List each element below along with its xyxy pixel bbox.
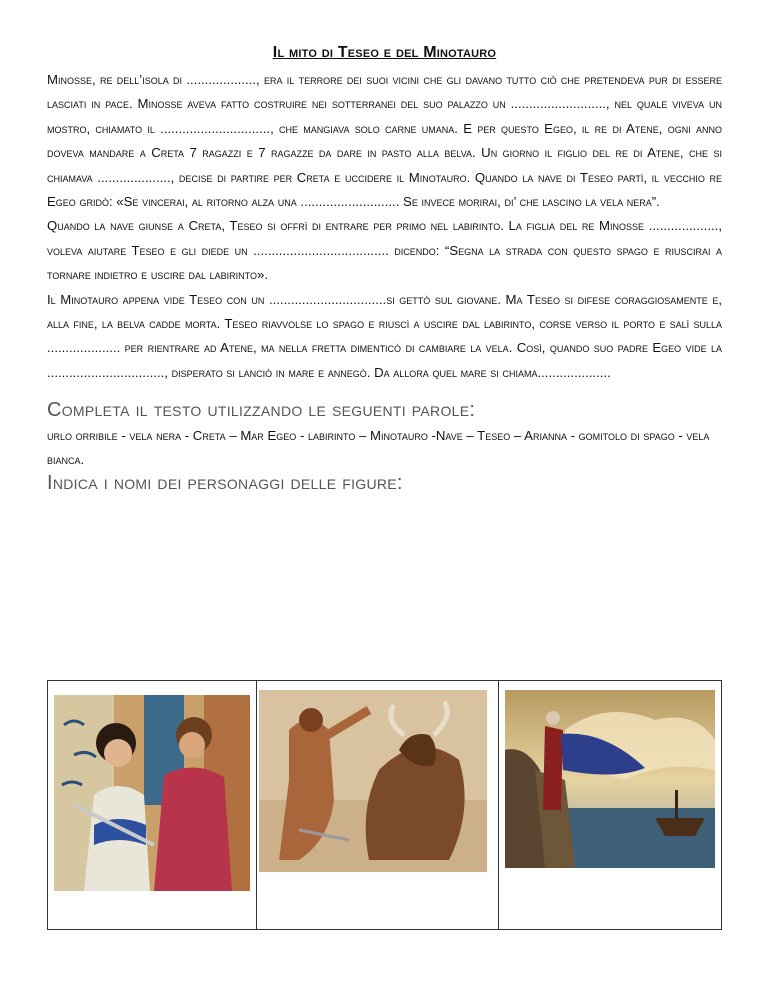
theseus-minotaur-image xyxy=(259,690,487,872)
story-paragraph-3: Il Minotauro appena vide Teseo con un ................................si gettò sul giovane. Ma Teseo si difese coraggiosamente e, alla fine, la belva cadde morta. Teseo riavvolse lo spago e riuscì a uscire dal labirinto, corse verso il porto e salì sulla .................... per rientrare ad Atene, ma nella fretta dimenticò di cambiare la vela. Così, quando suo padre Egeo vide la ................................, disperato si lanciò in mare e annegò. Da allora quel mare si chiama.................... xyxy=(47,291,722,380)
aegeus-cliff-image xyxy=(505,690,715,868)
word-list: urlo orribile - vela nera - Creta – Mar Egeo - labirinto – Minotauro -Nave – Teseo – Arianna - gomitolo di spago - vela bianca. xyxy=(47,428,710,468)
story-paragraph-2: Quando la nave giunse a Creta, Teseo si offrì di entrare per primo nel labirinto. La figlia del re Minosse ..................., voleva aiutare Teseo e gli diede un ..................................... dicendo: “Segna la strada con questo spago e riuscirai a tornare indietro e uscire dal labirinto». xyxy=(47,218,722,283)
story-paragraph-1: Minosse, re dell’isola di ..................., era il terrore dei suoi vicini che gli davano tutto ciò che pretendeva pur di essere lasciati in pace. Minosse aveva fatto costruire nei sotterranei del suo palazzo un .........................., nel quale viveva un mostro, chiamato il .............................., che mangiava solo carne umana. E per questo Egeo, il re di Atene, ogni anno doveva mandare a Creta 7 ragazzi e 7 ragazze da dare in pasto alla belva. Un giorno il figlio del re di Atene, che si chiamava ...................., decise di partire per Creta e uccidere il Minotauro. Quando la nave di Teseo partì, il vecchio re Egeo gridò: «Se vincerai, al ritorno alza una ........................... Se invece morirai, di’ che lascino la vela nera”. xyxy=(47,72,722,210)
ariadne-theseus-image xyxy=(54,695,250,891)
figure-cell-2 xyxy=(257,681,499,929)
figure-cell-1 xyxy=(48,681,257,929)
exercise-heading: Completa il testo utilizzando le seguenti parole: xyxy=(47,399,476,422)
figures-heading: Indica i nomi dei personaggi delle figure: xyxy=(47,472,403,495)
page-title: Il mito di Teseo e del Minotauro xyxy=(272,44,497,61)
figure-cell-3 xyxy=(499,681,721,929)
worksheet xyxy=(47,44,722,501)
figures-table xyxy=(47,680,722,930)
